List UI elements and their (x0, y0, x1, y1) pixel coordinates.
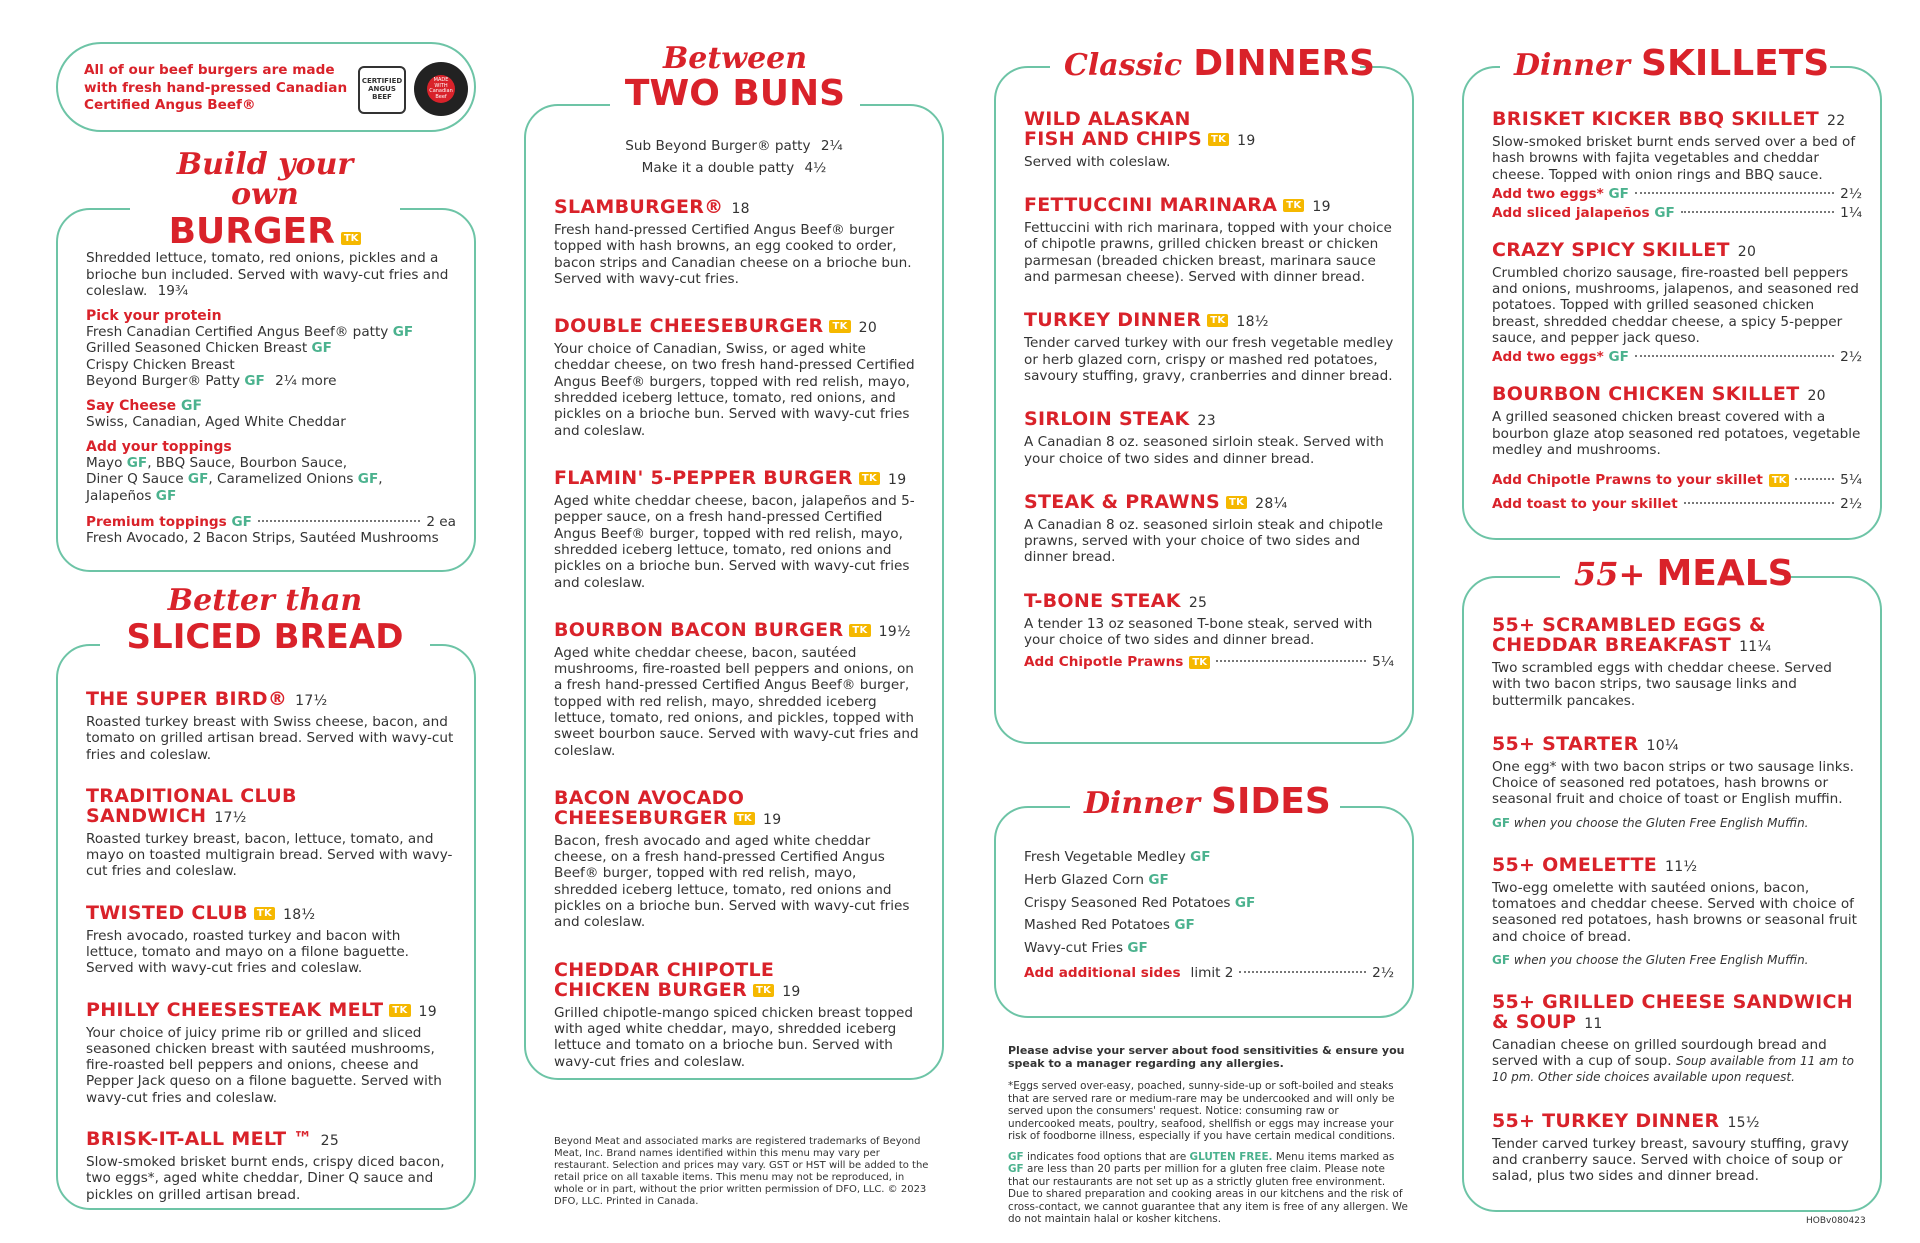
toppings-list: Mayo GF, BBQ Sauce, Bourbon Sauce, Diner Q Sauce GF, Caramelized Onions GF, Jalapeños GF (86, 454, 383, 504)
menu-item (1492, 385, 1862, 458)
gf-badge: GF (231, 514, 252, 531)
sub-double-price: 4½ (804, 159, 827, 176)
item-name: TURKEY DINNER (1024, 309, 1202, 332)
menu-item (1492, 853, 1862, 967)
premium-list: Fresh Avocado, 2 Bacon Strips, Sautéed Mushrooms (86, 530, 439, 547)
item-price: 17½ (295, 693, 328, 709)
meals55-items (1492, 616, 1862, 1209)
build-burger-script: Build your own (176, 147, 354, 212)
tk-badge: TK (1769, 474, 1790, 487)
gf-note (1492, 953, 1862, 967)
menu-item (554, 958, 924, 1070)
tk-badge: TK (254, 907, 275, 920)
side-item (1024, 937, 1394, 960)
item-price: 19 (418, 1003, 437, 1020)
gf-badge: GF (1608, 349, 1629, 366)
dot-leader (1239, 971, 1366, 973)
menu-item (1492, 732, 1862, 830)
gf-badge: GF (311, 340, 332, 357)
toppings-label: Add your toppings (86, 438, 232, 455)
dot-leader (1795, 478, 1834, 480)
dot-leader (1216, 660, 1366, 662)
menu-item (1024, 589, 1394, 649)
item-name: FLAMIN' 5-PEPPER BURGER (554, 467, 853, 489)
item-desc: Crumbled chorizo sausage, fire-roasted bell peppers and onions, mushrooms, jalapenos, and seasoned red potatoes. Topped with grilled seasoned chicken breast, shredded cheddar cheese, a spicy 5-pepper sauce, and pepper jack queso. (1492, 264, 1859, 347)
meals55-section (1462, 576, 1882, 1212)
item-name-line2: & SOUP (1492, 1010, 1577, 1033)
add-sides-row (1024, 962, 1394, 985)
menu-item (1024, 110, 1394, 170)
add-jalapenos-row (1492, 205, 1862, 221)
item-desc: A Canadian 8 oz. seasoned sirloin steak and chipotle prawns, served with your choice of two sides and dinner bread. (1024, 516, 1383, 566)
meals55-number: 55+ (1574, 555, 1646, 593)
gf-badge: GF (1492, 952, 1511, 967)
item-name: 55+ TURKEY DINNER (1492, 1109, 1720, 1132)
sliced-bread-header (100, 583, 430, 657)
two-buns-section (524, 104, 944, 1080)
maple-leaf-icon (427, 75, 455, 103)
add-eggs-price: 2½ (1840, 185, 1862, 202)
gluten-notice (1008, 1151, 1408, 1226)
menu-item (1492, 616, 1862, 709)
add-eggs-price: 2½ (1840, 349, 1862, 366)
add-prawns-row (1492, 472, 1862, 488)
item-name-line2: FISH AND CHIPS (1024, 127, 1202, 150)
item-desc: A grilled seasoned chicken breast covered with a bourbon glaze atop seasoned red potatoes, vegetable medley and mushrooms. (1492, 409, 1861, 458)
gf-badge: GF (1492, 815, 1511, 830)
tk-badge: TK (341, 232, 362, 245)
gf-badge: GF (181, 398, 203, 415)
beef-banner (56, 42, 476, 132)
item-desc: A tender 13 oz seasoned T-bone steak, served with your choice of two sides and dinner bread. (1024, 615, 1373, 648)
item-desc: Fresh avocado, roasted turkey and bacon with lettuce, tomato and mayo on a filone baguette. Served with wavy-cut fries and coleslaw. (86, 927, 410, 977)
item-price: 19 (1312, 199, 1331, 216)
add-chipotle-prawns-label (1024, 654, 1210, 670)
item-name: 55+ GRILLED CHEESE SANDWICH (1492, 990, 1853, 1013)
add-toast-price: 2½ (1840, 496, 1862, 513)
add-eggs-row (1492, 349, 1862, 365)
protein-3: Crispy Chicken Breast (86, 356, 235, 373)
item-price: 19 (762, 811, 782, 828)
item-name: BACON AVOCADO (554, 786, 745, 809)
item-name: T-BONE STEAK (1024, 589, 1181, 612)
burger-intro (86, 250, 456, 300)
menu-item (554, 198, 924, 287)
menu-code: HOBv080423 (1806, 1216, 1866, 1226)
side-item (1024, 846, 1394, 869)
classic-dinners-header (1050, 43, 1376, 84)
classic-dinners-title: DINNERS (1193, 43, 1376, 84)
premium-label (86, 514, 252, 530)
menu-item (554, 317, 924, 439)
topping-dinerq: Diner Q Sauce (86, 471, 184, 488)
item-price: 10¼ (1646, 737, 1679, 754)
item-name: THE SUPER BIRD® (86, 688, 288, 710)
cheese-label (86, 398, 456, 414)
skillets-items (1492, 110, 1862, 512)
classic-dinners-section (994, 66, 1414, 744)
tk-badge: TK (1283, 199, 1304, 212)
item-desc: Grilled chipotle-mango spiced chicken breast topped with aged white cheddar, mayo, shredded iceberg lettuce and tomato on a brioche bun. Served with wavy-cut fries and coleslaw. (554, 1004, 913, 1070)
add-toast-row (1492, 496, 1862, 512)
item-name: TRADITIONAL CLUB SANDWICH (86, 784, 297, 827)
item-desc: Aged white cheddar cheese, bacon, sautéed mushrooms, fire-roasted bell peppers and onions, on a fresh hand-pressed Certified Angus Beef® burger, topped with red relish, mayo, shredded iceberg lettuce, tomato, red onions, and pickles, topped with sweet bourbon sauce. Served with wavy-cut fries and coleslaw. (554, 644, 919, 759)
side-item-name: Crispy Seasoned Red Potatoes (1024, 894, 1231, 911)
add-sides-limit: limit 2 (1190, 965, 1234, 982)
side-item (1024, 914, 1394, 937)
gf-note (1492, 816, 1862, 830)
add-jalapenos-price: 1¼ (1840, 204, 1862, 221)
item-name-line2: CHEESEBURGER (554, 806, 728, 829)
gf-badge: GF (1008, 1163, 1024, 1176)
item-price: 25 (320, 1133, 340, 1150)
item-name: BOURBON CHICKEN SKILLET (1492, 383, 1800, 406)
menu-item (1492, 990, 1862, 1086)
item-price: 20 (1807, 388, 1826, 405)
menu-item (86, 784, 456, 880)
item-desc: Your choice of Canadian, Swiss, or aged white cheddar cheese, on two fresh hand-pressed Certified Angus Beef® burgers, topped with red relish, mayo, shredded iceberg lettuce, tomato, red onions, and pickles on a brioche bun. Served with wavy-cut fries and coleslaw. (554, 341, 915, 439)
item-name-line2: CHEDDAR BREAKFAST (1492, 633, 1732, 656)
burger-intro-price: 19¾ (157, 283, 189, 300)
meals55-header (1560, 553, 1794, 594)
add-jalapenos-label (1492, 205, 1675, 221)
tk-badge: TK (829, 320, 850, 333)
item-desc: Slow-smoked brisket burnt ends served over a bed of hash browns with fajita vegetables and cheddar cheese. Topped with onion rings and BBQ sauce. (1492, 133, 1856, 183)
canadian-beef-logo-text: MADE WITH Canadian Beef (429, 77, 453, 100)
gf-badge: GF (126, 454, 148, 471)
item-desc: Two scrambled eggs with cheddar cheese. Served with two bacon strips, two sausage links and buttermilk pancakes. (1492, 659, 1832, 709)
item-price: 18 (731, 201, 750, 217)
tk-badge: TK (1208, 133, 1229, 146)
gf-badge: GF (244, 373, 265, 390)
add-eggs-label (1492, 186, 1629, 202)
banner-text: All of our beef burgers are made with fresh hand-pressed Canadian Certified Angus Beef® (84, 62, 348, 114)
item-name: TWISTED CLUB (86, 901, 248, 924)
dot-leader (1635, 192, 1834, 194)
gf-badge: GF (155, 487, 177, 504)
build-burger-header (130, 147, 400, 252)
menu-item (1492, 110, 1862, 221)
item-desc: Your choice of juicy prime rib or grilled and sliced seasoned chicken breast with sautéed mushrooms, fire-roasted bell peppers and onions, cheese and Pepper Jack queso on a filone baguette. Served with wavy-cut fries and coleslaw. (86, 1024, 442, 1106)
gf-note-text: when you choose the Gluten Free English Muffin. (1513, 815, 1809, 830)
gf-badge: GF (1127, 940, 1148, 957)
add-eggs-label (1492, 349, 1629, 365)
item-desc: Aged white cheddar cheese, bacon, jalapeños and 5-pepper sauce, on a fresh hand-pressed Certified Angus Beef® burger, topped with red relish, mayo, shredded iceberg lettuce, tomato, red onions and pickles on a brioche bun. Served with wavy-cut fries and coleslaw. (554, 492, 915, 591)
legal-text: Beyond Meat and associated marks are registered trademarks of Beyond Meat, Inc. Brand names identified within this menu may vary per restaurant. Selection and prices may vary. GST or HST will be added to the retail price on all taxable items. This menu may not be reproduced, in whole or in part, without the prior written permission of DFO, LLC. © 2023 DFO, LLC. Printed in Canada. (554, 1136, 929, 1207)
tk-badge: TK (389, 1004, 410, 1017)
certified-angus-logo (358, 66, 406, 114)
item-price: 15½ (1727, 1114, 1760, 1131)
build-burger-section (56, 208, 476, 572)
skillets-title: SKILLETS (1641, 43, 1830, 84)
item-name: FETTUCCINI MARINARA (1024, 194, 1278, 217)
topping-onions: , Caramelized Onions (208, 471, 354, 488)
item-name: 55+ OMELETTE (1492, 853, 1658, 876)
two-buns-subs (526, 136, 942, 180)
tk-badge: TK (1189, 656, 1210, 669)
protein-2 (86, 340, 456, 357)
sliced-bread-section (56, 644, 476, 1210)
sub-beyond-price: 2¼ (820, 138, 843, 154)
add-prawns-label (1492, 472, 1789, 488)
two-buns-script: Between (662, 41, 808, 76)
item-name-line2: CHICKEN BURGER (554, 978, 748, 1001)
skillets-header (1500, 43, 1830, 84)
protein-2-text: Grilled Seasoned Chicken Breast (86, 340, 308, 357)
item-price: 19 (782, 983, 801, 1000)
add-jalapenos-text: Add sliced jalapeños (1492, 204, 1650, 221)
dinners-items (1024, 110, 1394, 670)
cheese-label-text: Say Cheese (86, 398, 177, 415)
item-name: BRISK-IT-ALL MELT ™ (86, 1128, 313, 1151)
sides-list (1024, 846, 1394, 985)
tk-badge: TK (753, 984, 774, 997)
item-price: 19 (888, 472, 907, 488)
side-item (1024, 892, 1394, 915)
gf-badge: GF (1608, 185, 1629, 202)
allergy-notes (1008, 1044, 1408, 1226)
add-sides-label: Add additional sides (1024, 965, 1181, 982)
item-price: 25 (1188, 594, 1208, 611)
certified-angus-logo-text: CERTIFIED ANGUS BEEF (361, 77, 403, 101)
item-desc: Fresh hand-pressed Certified Angus Beef® burger topped with hash browns, an egg cooked to order, bacon strips and Canadian cheese on a brioche bun. Served with wavy-cut fries. (554, 221, 912, 287)
item-price: 11¼ (1739, 638, 1772, 655)
dinner-sides-title: SIDES (1211, 781, 1331, 822)
gf-badge: GF (392, 323, 414, 340)
skillets-script: Dinner (1514, 48, 1630, 83)
add-sides-price: 2½ (1372, 965, 1394, 982)
item-desc: One egg* with two bacon strips or two sausage links. Choice of seasoned red potatoes, hash browns or seasonal fruit and choice of toast or English muffin. (1492, 758, 1854, 808)
item-name: PHILLY CHEESESTEAK MELT (86, 998, 384, 1021)
add-eggs-text: Add two eggs* (1492, 185, 1604, 202)
menu-item (1492, 238, 1862, 366)
protein-4-extra: 2¼ more (275, 373, 337, 390)
premium-row (86, 514, 456, 530)
menu-item (554, 618, 924, 759)
sliced-bread-items (86, 690, 456, 1227)
item-desc: Two-egg omelette with sautéed onions, bacon, tomatoes and cheddar cheese. Served with choice of seasoned red potatoes, hash browns or seasonal fruit and choice of bread. (1492, 879, 1857, 945)
gf-badge: GF (1190, 849, 1211, 865)
gf-badge: GF (1008, 1150, 1024, 1163)
two-buns-header (610, 41, 860, 114)
soup-note: Soup available from 11 am to 10 pm. Other side choices available upon request. (1492, 1054, 1854, 1085)
add-eggs-text: Add two eggs* (1492, 349, 1604, 366)
item-desc: A Canadian 8 oz. seasoned sirloin steak. Served with your choice of two sides and dinner bread. (1024, 434, 1384, 467)
gf-badge: GF (1174, 917, 1195, 934)
item-price: 19 (1237, 132, 1256, 149)
add-chipotle-prawns-price: 5¼ (1372, 654, 1394, 671)
gf-badge: GF (1654, 204, 1675, 221)
item-name: CHEDDAR CHIPOTLE (554, 958, 775, 981)
tk-badge: TK (849, 624, 870, 637)
add-chipotle-prawns-row (1024, 654, 1394, 670)
item-name: BRISKET KICKER BBQ SKILLET (1492, 108, 1819, 130)
menu-item (554, 786, 924, 931)
add-prawns-text: Add Chipotle Prawns to your skillet (1492, 472, 1763, 489)
item-name: STEAK & PRAWNS (1024, 490, 1220, 513)
side-item-name: Herb Glazed Corn (1024, 871, 1144, 888)
item-price: 11½ (1665, 858, 1698, 875)
item-price: 28¼ (1255, 495, 1288, 512)
item-name: SLAMBURGER® (554, 196, 724, 218)
item-desc: Tender carved turkey with our fresh vegetable medley or herb glazed corn, crispy or mashed red potatoes, savoury stuffing, gravy, cranberries and dinner bread. (1024, 335, 1394, 384)
gf-badge: GF (1148, 871, 1169, 888)
gluten-notice-1: indicates food options that are (1026, 1150, 1187, 1163)
tk-badge: TK (734, 812, 755, 825)
item-price: 11 (1584, 1015, 1603, 1032)
topping-jalapenos: Jalapeños (86, 487, 152, 504)
sub-beyond (526, 136, 942, 158)
allergy-heading: Please advise your server about food sensitivities & ensure you speak to a manager regarding any allergies. (1008, 1044, 1405, 1071)
item-name: WILD ALASKAN (1024, 108, 1191, 130)
menu-item (554, 469, 924, 591)
topping-sauces: , BBQ Sauce, Bourbon Sauce, (147, 454, 348, 471)
menu-item (86, 998, 456, 1107)
dinner-sides-header (1070, 781, 1340, 822)
gluten-notice-2: Menu items marked as (1275, 1150, 1395, 1163)
menu-item (86, 1130, 456, 1203)
dinner-sides-script: Dinner (1084, 786, 1200, 821)
item-desc: Tender carved turkey breast, savoury stuffing, gravy and cranberry sauce. Served with choice of soup or salad, plus two sides and dinner bread. (1492, 1135, 1849, 1185)
tk-badge: TK (1207, 314, 1228, 327)
classic-dinners-script: Classic (1064, 48, 1183, 83)
gluten-free-label: GLUTEN FREE. (1189, 1150, 1273, 1163)
dot-leader (1681, 211, 1834, 213)
side-item-name: Fresh Vegetable Medley (1024, 849, 1186, 865)
add-eggs-row (1492, 186, 1862, 202)
menu-item (1024, 410, 1394, 467)
premium-price: 2 ea (426, 514, 456, 531)
sub-double (526, 158, 942, 180)
side-item-name: Mashed Red Potatoes (1024, 917, 1170, 934)
menu-item (1492, 1109, 1862, 1185)
tk-badge: TK (1226, 496, 1247, 509)
side-item-name: Wavy-cut Fries (1024, 940, 1124, 957)
protein-4 (86, 373, 456, 390)
gf-note-text: when you choose the Gluten Free English Muffin. (1513, 952, 1809, 967)
two-buns-items (554, 198, 924, 1094)
gluten-notice-3: are less than 20 parts per million for a gluten free claim. Please note that our restaurants are not set up as a strictly gluten free environment. Due to shared preparation and cooking areas in our kitchens and the risk of cross-contact, we cannot guarantee that any item is free of any allergen. We do not maintain halal or kosher kitchens. (1008, 1163, 1408, 1226)
premium-label-text: Premium toppings (86, 514, 227, 531)
item-name: BOURBON BACON BURGER (554, 618, 844, 641)
topping-mayo: Mayo (86, 454, 123, 471)
sub-double-text: Make it a double patty (641, 159, 795, 176)
dot-leader (1684, 502, 1834, 504)
eggs-notice: *Eggs served over-easy, poached, sunny-side-up or soft-boiled and steaks that are served rare or medium-rare may be undercooked and will only be served upon the consumers' request. Notice: consuming raw or undercooked meats, poultry, seafood, shellfish or eggs may increase your risk of foodborne illness, especially if you have certain medical conditions. (1008, 1080, 1396, 1143)
item-name: CRAZY SPICY SKILLET (1492, 238, 1730, 261)
gf-badge: GF (357, 471, 379, 488)
tk-badge: TK (859, 472, 880, 485)
item-desc: Bacon, fresh avocado and aged white cheddar cheese, on a fresh hand-pressed Certified Angus Beef® burger, topped with red relish, mayo, shredded iceberg lettuce, tomato, red onions and pickles on a brioche bun. Served with wavy-cut fries and coleslaw. (554, 832, 910, 931)
item-desc: Roasted turkey breast with Swiss cheese, bacon, and tomato on grilled artisan bread. Served with wavy-cut fries and coleslaw. (86, 713, 454, 763)
build-burger-title-row (144, 211, 386, 252)
item-desc: Slow-smoked brisket burnt ends, crispy diced bacon, two eggs*, aged white cheddar, Diner Q sauce and pickles on grilled artisan bread. (86, 1154, 445, 1203)
menu-item (86, 901, 456, 977)
item-price: 23 (1197, 413, 1216, 430)
protein-1-text: Fresh Canadian Certified Angus Beef® patty (86, 323, 389, 340)
add-chipotle-prawns-text: Add Chipotle Prawns (1024, 654, 1184, 671)
item-desc: Served with coleslaw. (1024, 153, 1171, 170)
item-price: 18½ (283, 906, 316, 923)
item-price: 20 (858, 320, 878, 337)
cheese-list: Swiss, Canadian, Aged White Cheddar (86, 414, 346, 431)
item-desc-text: Canadian cheese on grilled sourdough bread and served with a cup of soup. (1492, 1036, 1827, 1070)
dot-leader (1635, 355, 1834, 357)
protein-4-text: Beyond Burger® Patty (86, 373, 241, 390)
item-name: SIRLOIN STEAK (1024, 408, 1190, 431)
gf-badge: GF (1234, 894, 1256, 911)
item-name: 55+ STARTER (1492, 732, 1639, 755)
dot-leader (258, 520, 420, 522)
item-price: 18½ (1236, 314, 1269, 331)
protein-1 (86, 324, 456, 341)
side-item (1024, 869, 1394, 892)
item-price: 22 (1827, 113, 1846, 129)
item-price: 19½ (878, 623, 911, 640)
item-desc: Roasted turkey breast, bacon, lettuce, tomato, and mayo on toasted multigrain bread. Served with wavy-cut fries and coleslaw. (86, 830, 453, 880)
sliced-bread-title: SLICED BREAD (126, 617, 404, 657)
menu-item (1024, 490, 1394, 566)
item-price: 17½ (214, 809, 247, 826)
item-desc (1492, 1037, 1862, 1086)
item-name: DOUBLE CHEESEBURGER (554, 315, 824, 338)
meals55-title: MEALS (1656, 553, 1794, 594)
menu-item (1024, 196, 1394, 285)
protein-label: Pick your protein (86, 307, 222, 324)
gf-badge: GF (187, 471, 209, 488)
add-toast-label: Add toast to your skillet (1492, 496, 1678, 513)
skillets-section (1462, 66, 1882, 540)
item-name: 55+ SCRAMBLED EGGS & (1492, 614, 1766, 636)
build-burger-title: BURGER (168, 211, 335, 252)
add-prawns-price: 5¼ (1840, 472, 1862, 489)
item-price: 20 (1737, 243, 1757, 260)
sliced-bread-script: Better than (167, 583, 363, 618)
dinner-sides-section (994, 806, 1414, 1018)
item-desc: Fettuccini with rich marinara, topped with your choice of chipotle prawns, grilled chicken breast or chicken parmesan (breaded chicken breast, marinara sauce and parmesan cheese). Served with dinner bread. (1024, 220, 1392, 286)
burger-intro-text: Shredded lettuce, tomato, red onions, pickles and a brioche bun included. Served with wavy-cut fries and coleslaw. (86, 250, 449, 300)
two-buns-title: TWO BUNS (624, 73, 846, 114)
menu-item (86, 690, 456, 763)
sub-beyond-text: Sub Beyond Burger® patty (625, 138, 811, 154)
menu-item (1024, 311, 1394, 384)
canadian-beef-logo (414, 62, 468, 116)
